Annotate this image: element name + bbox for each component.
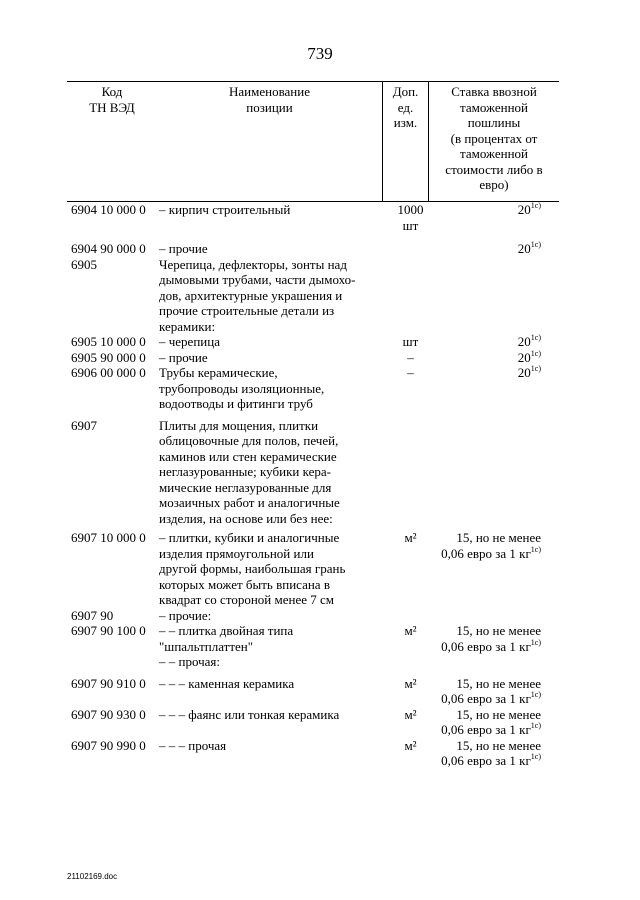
row-name-line: – – плитка двойная типа xyxy=(159,623,294,638)
row-name-line: облицовочные для полов, печей, xyxy=(159,433,339,448)
table-row xyxy=(67,707,559,738)
row-name xyxy=(157,350,387,366)
footnote-ref: 1c) xyxy=(530,240,541,249)
rate-value: 20 xyxy=(517,202,531,217)
row-rate xyxy=(434,350,559,366)
header-code-line: ТН ВЭД xyxy=(89,99,135,115)
header-rate-line: стоимости либо в xyxy=(445,161,543,177)
table-row xyxy=(67,623,559,654)
row-rate-line xyxy=(434,241,541,257)
header-rate-line: таможенной xyxy=(460,99,528,115)
row-code: 6905 90 000 0 xyxy=(71,349,146,365)
row-code: 6904 10 000 0 xyxy=(71,202,146,217)
rate-value: 15, но не менее xyxy=(456,530,541,545)
row-name-line: Трубы керамические, xyxy=(159,365,278,380)
row-unit-line: м² xyxy=(404,706,417,722)
row-unit xyxy=(387,738,434,769)
row-rate xyxy=(434,257,559,335)
row-rate-line xyxy=(434,676,541,692)
footnote-ref: 1c) xyxy=(530,721,541,730)
row-rate-line xyxy=(434,639,541,655)
rate-value: 20 xyxy=(517,349,531,365)
header-unit-line: Доп. xyxy=(392,84,419,99)
row-rate-line xyxy=(434,202,541,218)
row-rate-line xyxy=(434,707,541,723)
table-row xyxy=(67,418,559,527)
row-name-line: – – – фаянс или тонкая керамика xyxy=(159,706,340,722)
row-rate xyxy=(434,202,559,233)
row-unit xyxy=(387,654,434,670)
row-rate-line xyxy=(434,546,541,562)
row-unit xyxy=(387,707,434,738)
row-unit xyxy=(387,241,434,257)
row-rate xyxy=(434,365,559,412)
row-unit-line: м² xyxy=(404,737,417,753)
row-rate xyxy=(434,623,559,654)
header-rate-line: (в процентах от xyxy=(450,130,538,146)
row-unit xyxy=(387,418,434,527)
row-code: 6907 90 990 0 xyxy=(71,737,146,753)
row-code: 6907 90 930 0 xyxy=(71,706,146,722)
rate-value: 15, но не менее xyxy=(456,675,541,691)
row-name-line: дымовыми трубами, части дымохо- xyxy=(159,272,356,287)
row-unit xyxy=(387,350,434,366)
header-code-line: Код xyxy=(101,84,123,99)
row-code: 6905 xyxy=(71,256,97,272)
header-unit xyxy=(383,84,428,131)
row-rate-line xyxy=(434,738,541,754)
table-row xyxy=(67,654,559,670)
row-name-line: изделия, на основе или без нее: xyxy=(159,510,333,526)
row-name-line: дов, архитектурные украшения и xyxy=(159,287,343,303)
header-rate-line: евро) xyxy=(479,177,509,192)
row-name-line: – черепица xyxy=(159,334,220,349)
table-row xyxy=(67,202,559,233)
row-unit-line: – xyxy=(407,365,414,380)
footnote-ref: 1c) xyxy=(530,348,541,358)
row-name-line: "шпальтплаттен" xyxy=(159,638,254,654)
row-unit xyxy=(387,202,434,233)
row-unit xyxy=(387,608,434,624)
row-name-line: мические неглазурованные для xyxy=(159,479,332,495)
table-row xyxy=(67,257,559,335)
footnote-ref: 1c) xyxy=(530,637,541,647)
header-rate-line: таможенной xyxy=(460,146,528,161)
footnote-ref: 1c) xyxy=(530,201,541,210)
rate-value: 15, но не менее xyxy=(456,706,541,722)
row-name-line: – прочие: xyxy=(159,607,212,623)
rate-value: 0,06 евро за 1 кг xyxy=(441,545,531,561)
row-name-line: Черепица, дефлекторы, зонты над xyxy=(159,256,347,272)
header-rate-line: пошлины xyxy=(467,115,521,130)
row-name-line: неглазурованные; кубики кера- xyxy=(159,464,331,479)
row-name xyxy=(157,738,387,769)
file-name: 21102169.doc xyxy=(67,872,118,881)
row-unit-line: м² xyxy=(404,623,417,638)
row-code: 6907 xyxy=(71,417,97,433)
footnote-ref: 1c) xyxy=(530,544,541,554)
row-code xyxy=(67,654,157,670)
table-row xyxy=(67,676,559,707)
row-name xyxy=(157,365,387,412)
row-code: 6907 90 xyxy=(71,607,114,623)
row-code: 6905 10 000 0 xyxy=(71,334,146,349)
row-unit xyxy=(387,257,434,335)
row-code: 6907 90 910 0 xyxy=(71,675,146,691)
footnote-ref: 1c) xyxy=(530,690,541,699)
row-name-line: другой формы, наибольшая грань xyxy=(159,561,346,576)
row-name-line: керамики: xyxy=(159,318,216,334)
row-rate xyxy=(434,418,559,527)
header-rate xyxy=(429,84,559,193)
row-name-line: Плиты для мощения, плитки xyxy=(159,417,319,433)
row-name-line: которых может быть вписана в xyxy=(159,576,330,592)
header-rate-line: Ставка ввозной xyxy=(451,84,537,99)
row-unit-line: шт xyxy=(402,334,419,349)
row-code: 6906 00 000 0 xyxy=(71,365,146,380)
table-row xyxy=(67,608,559,624)
row-unit-line: – xyxy=(407,349,414,365)
row-name-line: водоотводы и фитинги труб xyxy=(159,396,313,411)
row-name-line: – прочие xyxy=(159,349,208,365)
header-name-line: Наименование xyxy=(229,84,310,99)
row-rate xyxy=(434,241,559,257)
row-name-line: – плитки, кубики и аналогичные xyxy=(159,530,340,545)
row-rate-line xyxy=(434,691,541,707)
table-row xyxy=(67,738,559,769)
row-rate-line xyxy=(434,530,541,546)
row-name xyxy=(157,257,387,335)
row-name xyxy=(157,530,387,608)
row-rate-line xyxy=(434,350,541,366)
row-unit xyxy=(387,623,434,654)
row-name-line: – прочие xyxy=(159,241,208,256)
row-name xyxy=(157,707,387,738)
row-name xyxy=(157,623,387,654)
row-rate xyxy=(434,530,559,608)
table-row xyxy=(67,334,559,350)
row-name-line: – кирпич строительный xyxy=(159,202,291,217)
row-name-line: прочие строительные детали из xyxy=(159,303,335,318)
row-unit xyxy=(387,530,434,608)
header-name xyxy=(157,84,382,115)
row-unit xyxy=(387,676,434,707)
footnote-ref: 1c) xyxy=(530,752,541,761)
rate-value: 0,06 евро за 1 кг xyxy=(441,691,531,706)
row-code: 6904 90 000 0 xyxy=(71,241,146,256)
footnote-ref: 1c) xyxy=(530,364,541,373)
row-rate-line xyxy=(434,334,541,350)
row-rate xyxy=(434,676,559,707)
header-unit-line: изм. xyxy=(393,115,418,130)
header-name-line: позиции xyxy=(246,99,293,115)
row-name-line: квадрат со стороной менее 7 см xyxy=(159,592,334,607)
row-rate-line xyxy=(434,753,541,769)
header-unit-line: ед. xyxy=(397,99,414,115)
row-name xyxy=(157,676,387,707)
row-unit-line: шт xyxy=(402,217,419,233)
row-unit-line: м² xyxy=(404,530,417,545)
row-name xyxy=(157,334,387,350)
row-code: 6907 90 100 0 xyxy=(71,623,146,638)
page-number: 739 xyxy=(307,44,333,63)
row-unit-line: м² xyxy=(404,675,417,691)
rate-value: 0,06 евро за 1 кг xyxy=(441,753,531,768)
rate-value: 15, но не менее xyxy=(456,623,541,638)
row-name-line: изделия прямоугольной или xyxy=(159,545,314,561)
row-name-line: – – – прочая xyxy=(159,737,227,753)
row-name-line: мозаичных работ и аналогичные xyxy=(159,495,340,510)
table-row xyxy=(67,241,559,257)
row-name xyxy=(157,608,387,624)
table-top-rule xyxy=(67,81,559,82)
header-code xyxy=(67,84,157,115)
rate-value: 0,06 евро за 1 кг xyxy=(441,638,531,654)
row-code: 6907 10 000 0 xyxy=(71,530,146,545)
row-unit-line: 1000 xyxy=(397,202,424,217)
rate-value: 20 xyxy=(517,241,531,256)
row-name-line: каминов или стен керамические xyxy=(159,448,337,464)
row-rate-line xyxy=(434,722,541,738)
row-rate xyxy=(434,654,559,670)
row-unit xyxy=(387,334,434,350)
table-row xyxy=(67,365,559,412)
row-name xyxy=(157,241,387,257)
row-name-line: – – – каменная керамика xyxy=(159,675,295,691)
rate-value: 20 xyxy=(517,365,531,380)
rate-value: 15, но не менее xyxy=(456,737,541,753)
row-rate xyxy=(434,334,559,350)
row-name-line: трубопроводы изоляционные, xyxy=(159,380,325,396)
row-rate-line xyxy=(434,365,541,381)
row-rate-line xyxy=(434,623,541,639)
row-rate xyxy=(434,707,559,738)
row-rate xyxy=(434,738,559,769)
row-unit xyxy=(387,365,434,412)
row-name xyxy=(157,418,387,527)
rate-value: 0,06 евро за 1 кг xyxy=(441,722,531,737)
row-name xyxy=(157,654,387,670)
table-row xyxy=(67,530,559,608)
rate-value: 20 xyxy=(517,334,531,349)
row-name-line: – – прочая: xyxy=(159,654,221,669)
row-name xyxy=(157,202,387,233)
table-row xyxy=(67,350,559,366)
row-rate xyxy=(434,608,559,624)
table-body xyxy=(67,202,559,769)
footnote-ref: 1c) xyxy=(530,333,541,342)
